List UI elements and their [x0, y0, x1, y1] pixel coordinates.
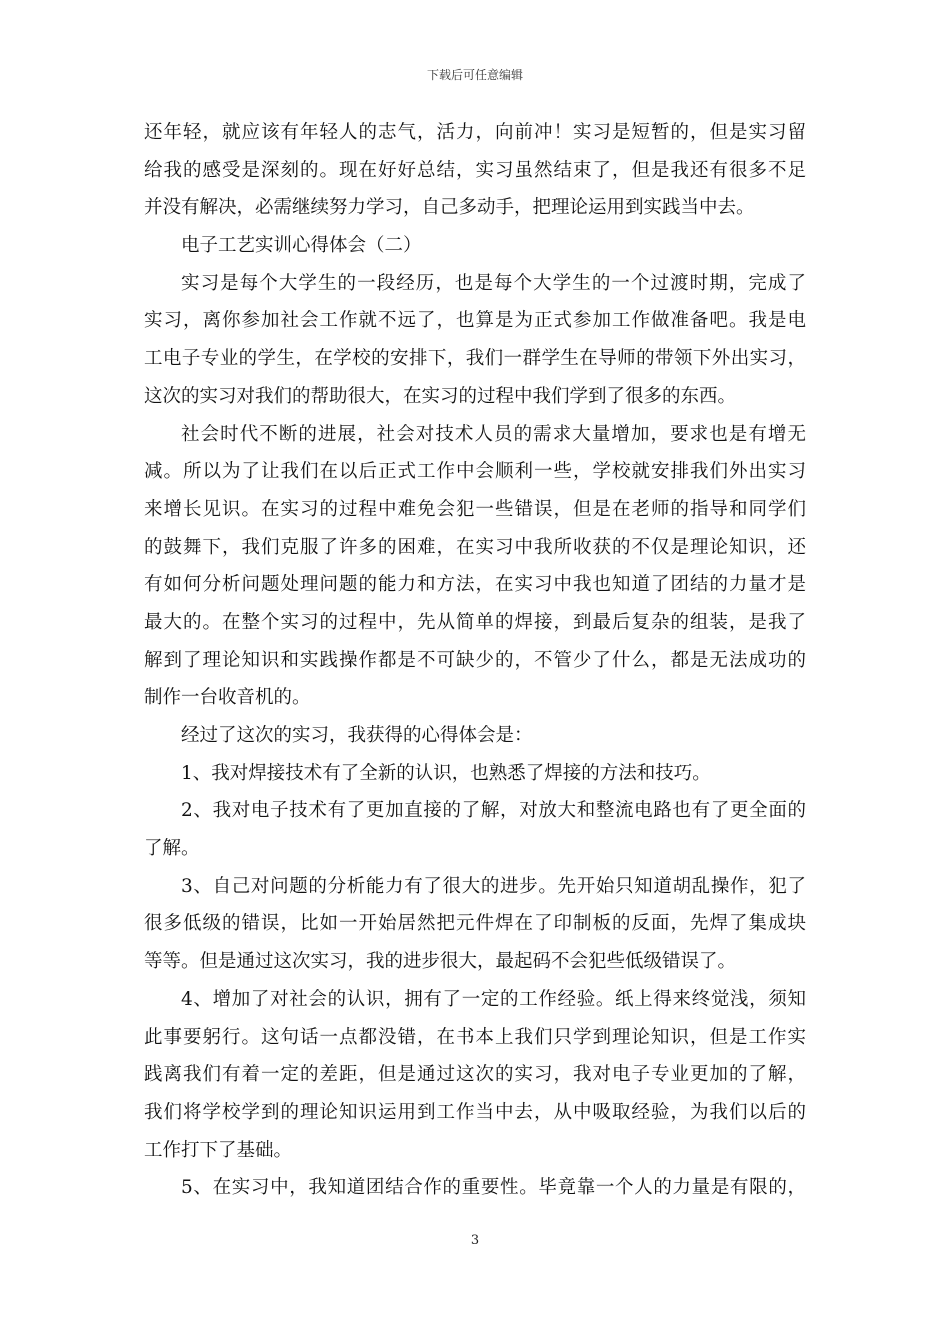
- text-line: 我们将学校学到的理论知识运用到工作当中去，从中吸取经验，为我们以后的: [144, 1101, 806, 1123]
- text-line: 实习，离你参加社会工作就不远了，也算是为正式参加工作做准备吧。我是电: [144, 310, 806, 332]
- text-line: 电子工艺实训心得体会（二）: [181, 235, 422, 257]
- text-line: 并没有解决，必需继续努力学习，自己多动手，把理论运用到实践当中去。: [144, 197, 755, 219]
- body-text: [144, 114, 806, 1207]
- text-line: 减。所以为了让我们在以后正式工作中会顺利一些，学校就安排我们外出实习: [144, 461, 806, 483]
- page-number: 3: [470, 1233, 480, 1248]
- text-line: 此事要躬行。这句话一点都没错，在书本上我们只学到理论知识，但是工作实: [144, 1026, 806, 1048]
- text-line: 制作一台收音机的。: [144, 687, 311, 709]
- text-line: 1、我对焊接技术有了全新的认识，也熟悉了焊接的方法和技巧。: [181, 762, 711, 784]
- text-line: 3、自己对问题的分析能力有了很大的进步。先开始只知道胡乱操作，犯了: [181, 875, 806, 897]
- text-line: 来增长见识。在实习的过程中难免会犯一些错误，但是在老师的指导和同学们: [144, 498, 806, 520]
- text-line: 了解。: [144, 838, 200, 860]
- text-line: 还年轻，就应该有年轻人的志气，活力，向前冲！实习是短暂的，但是实习留: [144, 122, 806, 143]
- text-line: 社会时代不断的进展，社会对技术人员的需求大量增加，要求也是有增无: [181, 423, 806, 445]
- text-line: 最大的。在整个实习的过程中，先从简单的焊接，到最后复杂的组装，是我了: [144, 611, 806, 633]
- text-line: 工电子专业的学生，在学校的安排下，我们一群学生在导师的带领下外出实习，: [144, 348, 806, 370]
- text-line: 工作打下了基础。: [144, 1139, 293, 1161]
- page-header: 下载后可任意编辑: [426, 68, 523, 82]
- text-line: 解到了理论知识和实践操作都是不可缺少的，不管少了什么，都是无法成功的: [144, 649, 806, 671]
- text-line: 这次的实习对我们的帮助很大，在实习的过程中我们学到了很多的东西。: [144, 385, 737, 407]
- text-line: 5、在实习中，我知道团结合作的重要性。毕竟靠一个人的力量是有限的，: [181, 1177, 806, 1199]
- text-line: 4、增加了对社会的认识，拥有了一定的工作经验。纸上得来终觉浅，须知: [181, 988, 806, 1010]
- text-line: 有如何分析问题处理问题的能力和方法，在实习中我也知道了团结的力量才是: [144, 574, 806, 596]
- text-line: 的鼓舞下，我们克服了许多的困难，在实习中我所收获的不仅是理论知识，还: [144, 536, 806, 558]
- text-line: 践离我们有着一定的差距，但是通过这次的实习，我对电子专业更加的了解，: [144, 1064, 806, 1086]
- text-line: 2、我对电子技术有了更加直接的了解，对放大和整流电路也有了更全面的: [181, 800, 806, 822]
- text-line: 实习是每个大学生的一段经历，也是每个大学生的一个过渡时期，完成了: [181, 272, 806, 294]
- text-line: 给我的感受是深刻的。现在好好总结，实习虽然结束了，但是我还有很多不足: [144, 159, 806, 181]
- text-line: 等等。但是通过这次实习，我的进步很大，最起码不会犯些低级错误了。: [144, 951, 737, 973]
- text-line: 很多低级的错误，比如一开始居然把元件焊在了印制板的反面，先焊了集成块: [144, 913, 806, 935]
- text-line: 经过了这次的实习，我获得的心得体会是：: [181, 725, 533, 746]
